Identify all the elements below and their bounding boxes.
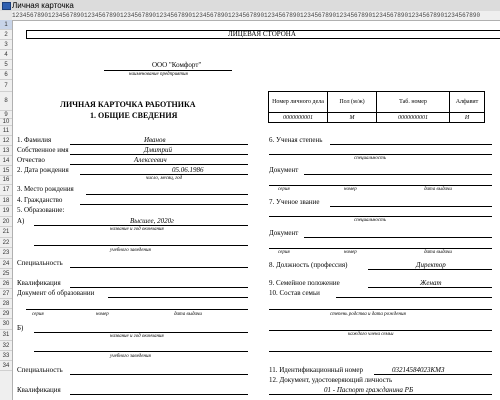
row-number[interactable]: 3 — [0, 40, 12, 50]
row-number[interactable]: 9 — [0, 111, 12, 119]
row-number[interactable]: 33 — [0, 351, 12, 361]
marital-value[interactable]: Женат — [420, 279, 442, 287]
card-title: ЛИЧНАЯ КАРТОЧКА РАБОТНИКА — [60, 100, 196, 109]
side-label: ЛИЦЕВАЯ СТОРОНА — [228, 30, 296, 38]
number-caption-r2: номер — [344, 250, 357, 255]
family-label: 10. Состав семьи — [269, 289, 320, 297]
marital-label: 9. Семейное положение — [269, 279, 340, 287]
column-ruler: 1234567890123456789012345678901234567890123456789012345678901234567890123456789012345678901234567890123456789012345678901234567890 — [12, 11, 500, 21]
patronymic-label: Отчество — [17, 156, 45, 164]
degree-label: 6. Ученая степень — [269, 136, 323, 144]
birth-value[interactable]: 05.06.1986 — [172, 166, 204, 174]
row-number[interactable]: 2 — [0, 30, 12, 40]
edu-b-caption: название и год окончания — [110, 334, 164, 339]
birth-caption: число, месяц, год — [146, 176, 183, 181]
row-number[interactable]: 34 — [0, 361, 12, 371]
table-cell[interactable]: М — [328, 113, 377, 123]
education-label: 5. Образование: — [17, 206, 65, 214]
document-label: Документ — [269, 166, 299, 174]
number-caption-r: номер — [344, 187, 357, 192]
personal-table — [268, 91, 485, 123]
id-label: 11. Идентификационный номер — [269, 366, 364, 374]
patronymic-value[interactable]: Алексеевич — [134, 156, 167, 164]
window-title: Личная карточка — [12, 1, 74, 10]
row-number[interactable]: 7 — [0, 80, 12, 92]
table-header: Алфавит — [450, 92, 485, 113]
row-number[interactable]: 18 — [0, 196, 12, 206]
table-header: Пол (м/ж) — [328, 92, 377, 113]
row-number[interactable]: 17 — [0, 185, 12, 196]
specialty-caption-2: специальность — [354, 218, 386, 223]
date-caption-r2: дата выдачи — [424, 250, 452, 255]
table-header: Таб. номер — [377, 92, 450, 113]
org-caption: наименование предприятия — [129, 72, 188, 77]
specialty-label-2: Специальность — [17, 366, 63, 374]
number-caption: номер — [96, 312, 109, 317]
id-value[interactable]: 03214584023КМЗ — [392, 366, 445, 374]
series-caption-r: серия — [278, 187, 290, 192]
position-label: 8. Должность (профессия) — [269, 261, 348, 269]
date-caption: дата выдачи — [174, 312, 202, 317]
row-number[interactable]: 1 — [0, 20, 12, 30]
relation-caption: степень родства и дата рождения — [330, 312, 406, 317]
name-label: Собственное имя — [17, 146, 69, 154]
row-number[interactable]: 15 — [0, 166, 12, 176]
row-number[interactable]: 28 — [0, 299, 12, 309]
iddoc-value[interactable]: 01 - Паспорт гражданина РБ — [324, 386, 414, 394]
card-sheet — [12, 20, 500, 400]
name-value[interactable]: Дмитрий — [144, 146, 172, 154]
iddoc-label: 12. Документ, удостоверяющий личность — [269, 376, 393, 384]
table-cell[interactable]: 0000000001 — [377, 113, 450, 123]
surname-label: 1. Фамилия — [17, 136, 52, 144]
document-label-2: Документ — [269, 229, 299, 237]
birth-label: 2. Дата рождения — [17, 166, 69, 174]
row-number[interactable]: 25 — [0, 269, 12, 279]
row-number[interactable]: 12 — [0, 136, 12, 146]
date-caption-r: дата выдачи — [424, 187, 452, 192]
position-value[interactable]: Директор — [416, 261, 446, 269]
row-number[interactable]: 14 — [0, 156, 12, 166]
row-number[interactable]: 10 — [0, 119, 12, 126]
row-number[interactable]: 26 — [0, 279, 12, 289]
qualification-label-2: Квалификация — [17, 386, 61, 394]
row-number[interactable]: 23 — [0, 248, 12, 259]
document-icon — [2, 2, 11, 10]
series-caption: серия — [32, 312, 44, 317]
birthplace-label: 3. Место рождения — [17, 185, 74, 193]
table-cell[interactable]: И — [450, 113, 485, 123]
edu-doc-label: Документ об образовании — [17, 289, 95, 297]
edu-a-caption: название и год окончания — [110, 227, 164, 232]
title-label: 7. Ученое звание — [269, 198, 320, 206]
table-header: Номер личного дела — [269, 92, 328, 113]
row-number[interactable]: 20 — [0, 217, 12, 227]
org-name: ООО "Комфорт" — [152, 61, 202, 69]
row-number[interactable]: 6 — [0, 70, 12, 80]
row-number[interactable]: 22 — [0, 238, 12, 248]
qualification-label: Квалификация — [17, 279, 61, 287]
section-title: 1. ОБЩИЕ СВЕДЕНИЯ — [90, 111, 178, 120]
row-number[interactable]: 11 — [0, 126, 12, 136]
row-number[interactable]: 13 — [0, 146, 12, 156]
specialty-label: Специальность — [17, 259, 63, 267]
row-number[interactable]: 5 — [0, 60, 12, 70]
row-number[interactable]: 29 — [0, 309, 12, 319]
row-number[interactable]: 30 — [0, 319, 12, 330]
table-cell[interactable]: 0000000001 — [269, 113, 328, 123]
institution-caption: учебного заведения — [110, 248, 151, 253]
surname-value[interactable]: Иванов — [144, 136, 166, 144]
row-number[interactable]: 31 — [0, 330, 12, 341]
row-number[interactable]: 8 — [0, 92, 12, 111]
row-number[interactable]: 4 — [0, 50, 12, 60]
row-number[interactable]: 32 — [0, 341, 12, 351]
row-number[interactable]: 16 — [0, 176, 12, 185]
citizenship-label: 4. Гражданство — [17, 196, 63, 204]
edu-b-label: Б) — [17, 324, 24, 332]
row-number[interactable]: 19 — [0, 206, 12, 217]
row-number[interactable]: 24 — [0, 259, 12, 269]
institution-caption-2: учебного заведения — [110, 354, 151, 359]
specialty-caption: специальность — [354, 156, 386, 161]
edu-a-value[interactable]: Высшее, 2020г — [130, 217, 174, 225]
edu-a-label: А) — [17, 217, 25, 225]
row-number[interactable]: 21 — [0, 227, 12, 238]
member-caption: каждого члена семьи — [348, 332, 394, 337]
series-caption-r2: серия — [278, 250, 290, 255]
row-number[interactable]: 27 — [0, 289, 12, 299]
